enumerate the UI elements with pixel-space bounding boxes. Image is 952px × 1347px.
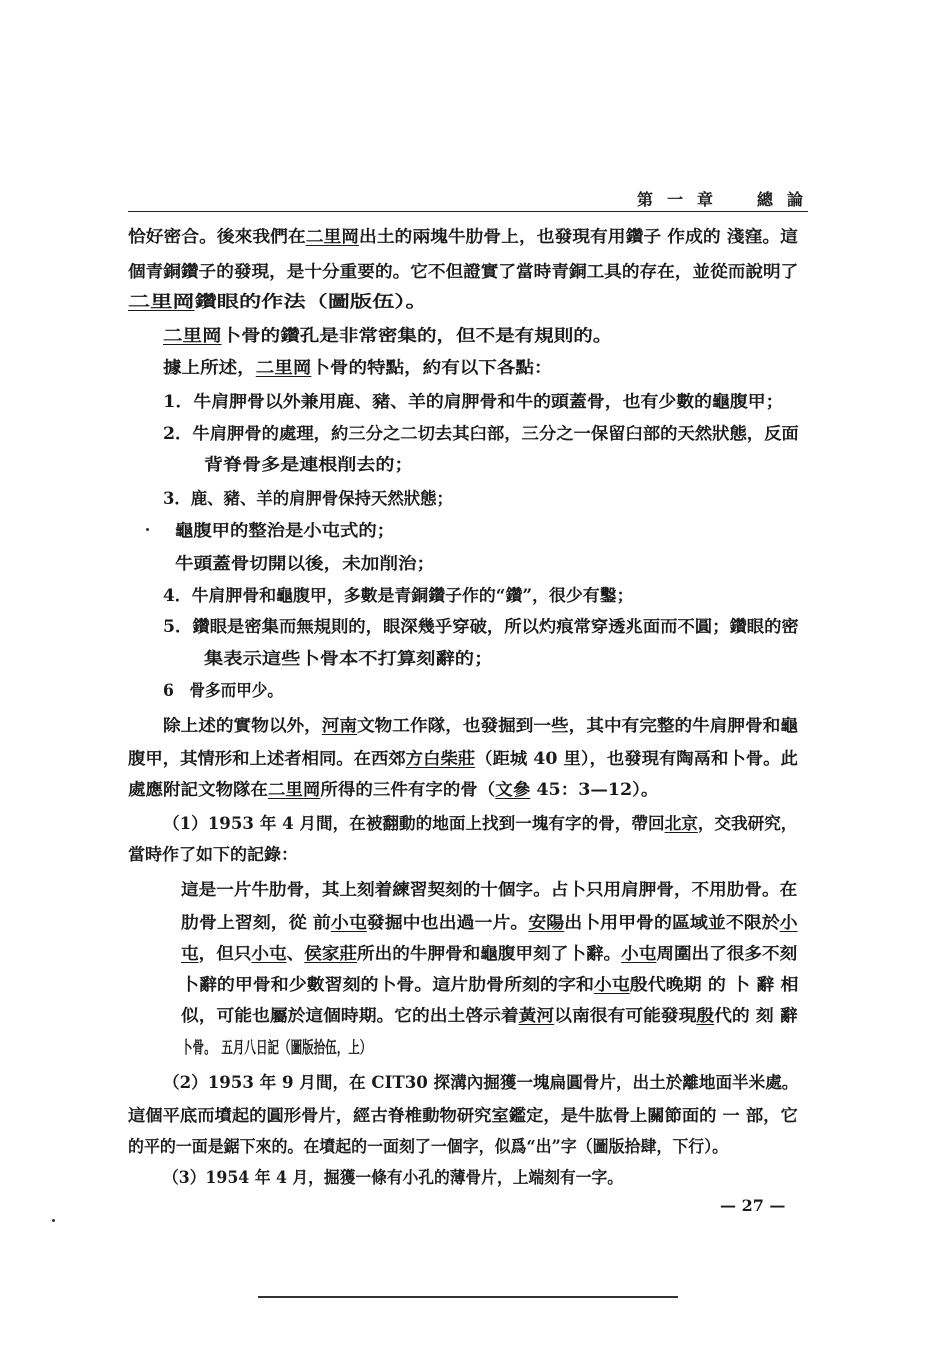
proper-noun-underlined: 二里岡 [305,227,360,246]
text-segment: 卜骨的特點，約有以下各點： [311,358,553,377]
text-segment: 6 骨多而甲少。 [163,681,284,700]
proper-noun-underlined: 二里岡 [128,292,195,311]
proper-noun-underlined: 方白柴莊 [405,749,476,768]
proper-noun-underlined: 小屯 [593,975,630,994]
text-segment: 的平的一面是鋸下來的。在墳起的一面刻了一個字，似爲“出”字（圖版拾肆，下行）。 [128,1137,729,1156]
text-segment: 背脊骨多是連根削去的； [204,455,414,474]
text-line [128,262,798,282]
chapter-header: 第一章 總論 [637,190,818,209]
text-segment: 文物工作隊，也發掘到一些，其中有完整的牛肩胛骨和龜 [357,716,798,735]
text-segment: 當時作了如下的記錄： [128,845,298,864]
text-segment: 腹甲，其情形和上述者相同。在西郊 [128,749,406,768]
text-segment: 45：3—12）。 [530,780,659,799]
proper-noun-underlined: 屯 [181,944,199,963]
text-segment: 3．鹿、豬、羊的肩胛骨保持天然狀態； [163,489,453,508]
text-segment: 發掘中也出過一片。 [366,913,529,932]
text-line [175,521,395,541]
page-number: — 27 — [720,1196,786,1215]
text-segment: 卜辭的甲骨和少數習刻的卜骨。這片肋骨所刻的字和 [181,975,594,994]
text-segment: 處應附記文物隊在 [128,780,268,799]
header-rule [128,211,808,212]
proper-noun-underlined: 二里岡 [163,326,222,345]
text-segment: 恰好密合。後來我們在 [128,227,306,246]
proper-noun-underlined: 二里岡 [267,780,321,799]
text-segment: 所出的牛胛骨和龜腹甲刻了卜辭。 [357,944,622,963]
text-segment: 周圍出了很多不刻 [656,944,798,963]
text-segment: 1．牛肩胛骨以外兼用鹿、豬、羊的肩胛骨和牛的頭蓋骨，也有少數的龜腹甲； [163,392,784,411]
text-segment: ，但只 [198,944,252,963]
text-segment: 代的 刻 辭 [714,1006,798,1025]
text-line [128,749,798,769]
text-segment: 這是一片牛肋骨，其上刻着練習契刻的十個字。占卜只用肩胛骨，不用肋骨。在 [181,880,798,899]
text-line [163,489,453,509]
text-segment: 、 [286,944,305,963]
text-line [128,292,428,312]
text-line [181,1006,798,1026]
text-line [128,780,658,800]
text-segment: （1）1953 年 4 月間，在被翻動的地面上找到一塊有字的骨，帶回 [163,814,665,833]
proper-noun-underlined: 二里岡 [255,358,312,377]
text-line [128,1137,728,1157]
text-line [204,649,493,669]
text-segment: 5．鑽眼是密集而無規則的，眼深幾乎穿破，所以灼痕常穿透兆面而不圓；鑽眼的密 [163,617,799,636]
text-segment: 卜骨的鑽孔是非常密集的，但不是有規則的。 [221,326,613,345]
text-line [163,392,784,412]
text-line [163,716,798,736]
proper-noun-underlined: 文參 [495,780,531,799]
text-segment: 出卜用甲骨的區域並不限於 [564,913,780,932]
scan-speck [52,1219,55,1222]
text-line [204,455,413,475]
text-segment: 似，可能也屬於這個時期。它的出土啓示着 [181,1006,519,1025]
proper-noun-underlined: 北京 [664,814,698,833]
proper-noun-underlined: 殷 [696,1006,715,1025]
text-segment: 殷代晚期 的 卜 辭 相 [629,975,799,994]
text-segment: 所得的三件有字的骨（ [320,780,496,799]
text-segment: 肋骨上習刻，從 前 [181,913,331,932]
proper-noun-underlined: 小 [779,913,798,932]
text-line [163,1168,623,1188]
text-line [175,554,435,574]
text-segment: 出土的兩塊牛肋骨上，也發現有用鑽子 作成的 淺窪。這 [359,227,798,246]
text-segment: （3）1954 年 4 月，掘獲一條有小孔的薄骨片，上端刻有一字。 [163,1168,623,1187]
text-line [163,586,633,606]
text-segment: 以南很有可能發現 [554,1006,697,1025]
proper-noun-underlined: 安陽 [528,913,565,932]
text-line [163,424,799,444]
text-segment: 牛頭蓋骨切開以後，未加削治； [175,554,436,573]
text-line [181,913,798,933]
text-line [181,1038,371,1058]
proper-noun-underlined: 黃河 [518,1006,555,1025]
proper-noun-underlined: 河南 [321,716,358,735]
text-line [163,617,799,637]
text-segment: 集表示這些卜骨本不打算刻辭的； [204,649,494,668]
text-segment: 2．牛肩胛骨的處理，約三分之二切去其臼部，三分之一保留臼部的天然狀態，反面 [163,424,799,443]
text-line [128,845,298,865]
text-segment: （2）1953 年 9 月間，在 CIT30 探溝內掘獲一塊扁圓骨片，出土於離地面半米處。 [163,1073,799,1092]
proper-noun-underlined: 小屯 [251,944,287,963]
footer-rule [258,1296,678,1298]
proper-noun-underlined: 小屯 [621,944,657,963]
text-line [181,975,798,995]
text-line [163,326,612,346]
text-line [163,1073,798,1093]
text-segment: 據上所述， [163,358,256,377]
text-segment: 鑽眼的作法（圖版伍）。 [194,292,428,311]
text-segment: 卜骨。 五月八日記（圖版拾伍，上） [181,1038,372,1057]
text-line [163,814,797,834]
text-line [181,880,797,900]
text-line [181,944,797,964]
text-segment: 龜腹甲的整治是小屯式的； [175,521,395,540]
text-segment: 除上述的實物以外， [163,716,322,735]
text-segment: 這個平底而墳起的圓形骨片，經古脊椎動物研究室鑑定，是牛肱骨上關節面的 一 部，它 [128,1106,798,1125]
text-segment: 4．牛肩胛骨和龜腹甲，多數是青銅鑽子作的“鑽”，很少有鑿； [163,586,634,605]
text-line [163,358,552,378]
proper-noun-underlined: 小屯 [330,913,367,932]
text-segment: （距城 40 里），也發現有陶鬲和卜骨。此 [475,749,798,768]
text-segment: 個青銅鑽子的發現，是十分重要的。它不但證實了當時青銅工具的存在，並從而說明了 [128,262,799,281]
text-line [128,1106,798,1126]
text-line [163,681,283,701]
text-segment: ，交我研究， [697,814,798,833]
scan-speck [146,528,149,531]
proper-noun-underlined: 侯家莊 [304,944,358,963]
text-line [128,227,798,247]
